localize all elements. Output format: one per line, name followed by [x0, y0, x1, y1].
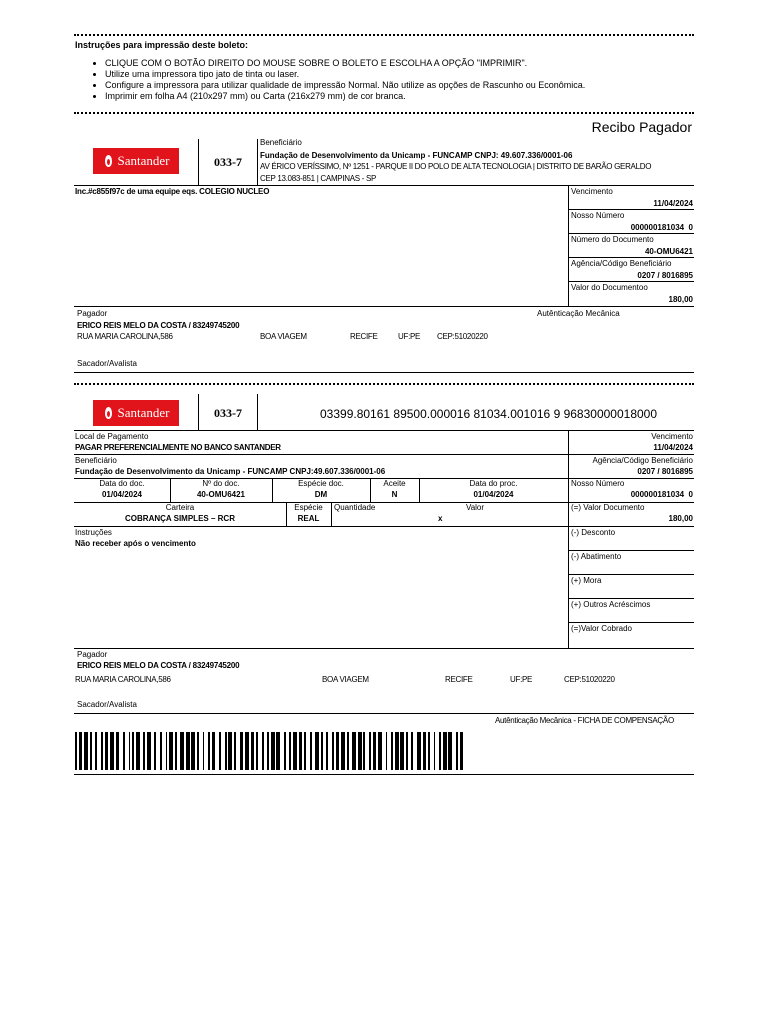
- aceite-value: N: [391, 490, 398, 499]
- data-proc-label: Data do proc.: [469, 479, 518, 488]
- nosso-numero-value: 000000181034 0: [630, 223, 693, 232]
- vencimento-value: 11/04/2024: [653, 199, 693, 208]
- abatimento-label: (-) Abatimento: [571, 552, 622, 561]
- agencia-label: Agência/Código Beneficiário: [592, 456, 693, 465]
- vencimento-label: Vencimento: [651, 432, 693, 441]
- divider: [568, 257, 694, 258]
- divider: [568, 281, 694, 282]
- divider: [331, 502, 332, 526]
- pagador-street: RUA MARIA CAROLINA,586: [77, 332, 173, 341]
- valor-documento-label: (=) Valor Documento: [571, 503, 645, 512]
- pagador-district: BOA VIAGEM: [322, 675, 369, 684]
- divider: [568, 598, 694, 599]
- especie-doc-value: DM: [314, 490, 328, 499]
- beneficiario-label: Beneficiário: [260, 138, 302, 147]
- beneficiario-city: CEP 13.083-851 | CAMPINAS - SP: [260, 174, 377, 183]
- divider: [257, 139, 258, 185]
- santander-logo: [93, 400, 179, 426]
- agencia-value: 0207 / 8016895: [637, 271, 693, 280]
- nosso-numero-label: Nosso Número: [571, 211, 625, 220]
- divider: [568, 185, 569, 306]
- divider: [568, 550, 694, 551]
- mora-label: (+) Mora: [571, 576, 602, 585]
- numero-documento-label: Número do Documento: [571, 235, 654, 244]
- pagador-city: RECIFE: [350, 332, 378, 341]
- valor-x: x: [438, 514, 443, 523]
- flame-icon: [103, 407, 114, 420]
- instrucoes-value: Não receber após o vencimento: [75, 539, 196, 548]
- autenticacao-label: Autênticação Mecânica - FICHA DE COMPENSAÇÃO: [495, 716, 674, 725]
- local-pagamento-label: Local de Pagamento: [75, 432, 149, 441]
- pagador-cep: CEP:51020220: [437, 332, 488, 341]
- receipt-title: Recibo Pagador: [591, 119, 692, 135]
- valor-value: 180,00: [668, 295, 693, 304]
- instructions-list: [75, 58, 695, 102]
- pagador-cep: CEP:51020220: [564, 675, 615, 684]
- carteira-value: COBRANÇA SIMPLES – RCR: [125, 514, 235, 523]
- cut-dashed-divider: [74, 112, 694, 114]
- sacador-label: Sacador/Avalista: [77, 359, 137, 368]
- santander-logo: [93, 148, 179, 174]
- pagador-label: Pagador: [77, 309, 108, 318]
- receipt-description: Inc.#c855f97c de uma equipe eqs. COLEGIO NUCLEO: [75, 187, 270, 196]
- pagador-uf: UF:PE: [398, 332, 421, 341]
- divider: [74, 774, 694, 775]
- divider: [74, 430, 694, 431]
- especie-doc-label: Espécie doc.: [298, 479, 344, 488]
- divider: [198, 139, 199, 185]
- vencimento-value: 11/04/2024: [653, 443, 693, 452]
- agencia-label: Agência/Código Beneficiário: [571, 259, 672, 268]
- beneficiario-address: AV ÉRICO VERÍSSIMO, Nº 1251 - PARQUE II DO POLO DE ALTA TECNOLOGIA | DISTRITO DE BARÃO GERALDO: [260, 162, 652, 171]
- outros-acrescimos-label: (+) Outros Acréscimos: [571, 600, 651, 609]
- especie-label: Espécie: [294, 503, 323, 512]
- pagador-name: ERICO REIS MELO DA COSTA / 83249745200: [77, 661, 240, 670]
- pagador-uf: UF:PE: [510, 675, 533, 684]
- divider: [74, 648, 694, 649]
- sacador-label: Sacador/Avalista: [77, 700, 137, 709]
- divider: [74, 372, 694, 373]
- instructions-title: Instruções para impressão deste boleto:: [75, 40, 249, 50]
- instrucoes-label: Instruções: [75, 528, 112, 537]
- divider: [568, 574, 694, 575]
- pagador-city: RECIFE: [445, 675, 473, 684]
- divider: [74, 306, 694, 307]
- aceite-label: Aceite: [383, 479, 406, 488]
- pagador-street: RUA MARIA CAROLINA,586: [75, 675, 171, 684]
- divider: [74, 526, 694, 527]
- nosso-numero-label: Nosso Número: [571, 479, 625, 488]
- instruction-item: • CLIQUE COM O BOTÃO DIREITO DO MOUSE SOBRE O BOLETO E ESCOLHA A OPÇÃO "IMPRIMIR".: [105, 58, 695, 69]
- numero-documento-value: 40-OMU6421: [644, 247, 693, 256]
- divider: [568, 209, 694, 210]
- divider: [568, 622, 694, 623]
- top-dashed-divider: [74, 34, 694, 36]
- bank-name: Santander: [117, 153, 170, 168]
- cut-dashed-divider: [74, 383, 694, 385]
- local-pagamento-value: PAGAR PREFERENCIALMENTE NO BANCO SANTANDER: [75, 443, 281, 452]
- desconto-label: (-) Desconto: [571, 528, 616, 537]
- data-doc-value: 01/04/2024: [101, 490, 143, 499]
- digitable-line[interactable]: 03399.80161 89500.000016 81034.001016 9 96830000018000: [320, 407, 658, 421]
- bank-code: 033-7: [214, 155, 242, 169]
- instruction-item: • Configure a impressora para utilizar qualidade de impressão Normal. Não utilize as opções de Rascunho ou Econômica.: [105, 80, 695, 91]
- autenticacao-label: Autênticação Mecânica: [537, 309, 620, 318]
- beneficiario-name: Fundação de Desenvolvimento da Unicamp - FUNCAMP CNPJ: 49.607.336/0001-06: [260, 151, 573, 160]
- bank-name: Santander: [117, 405, 170, 420]
- carteira-label: Carteira: [165, 503, 195, 512]
- barcode: [75, 732, 465, 770]
- flame-icon: [103, 155, 114, 168]
- beneficiario-value: Fundação de Desenvolvimento da Unicamp - FUNCAMP CNPJ:49.607.336/0001-06: [75, 467, 386, 476]
- valor-documento-value: 180,00: [668, 514, 693, 523]
- beneficiario-label: Beneficiário: [75, 456, 117, 465]
- pagador-district: BOA VIAGEM: [260, 332, 307, 341]
- pagador-label: Pagador: [77, 650, 108, 659]
- valor-cobrado-label: (=)Valor Cobrado: [571, 624, 632, 633]
- agencia-value: 0207 / 8016895: [637, 467, 693, 476]
- nosso-numero-value: 000000181034 0: [630, 490, 693, 499]
- divider: [257, 394, 258, 430]
- instruction-item: • Utilize uma impressora tipo jato de tinta ou laser.: [105, 69, 695, 80]
- data-proc-value: 01/04/2024: [473, 490, 514, 499]
- num-doc-label: Nº do doc.: [202, 479, 240, 488]
- divider: [74, 185, 694, 186]
- divider: [74, 713, 694, 714]
- pagador-name: ERICO REIS MELO DA COSTA / 83249745200: [77, 321, 240, 330]
- divider: [568, 430, 569, 648]
- divider: [74, 454, 694, 455]
- data-doc-label: Data do doc.: [99, 479, 145, 488]
- divider: [198, 394, 199, 430]
- especie-value: REAL: [297, 514, 320, 523]
- valor-label: Valor do Documentoo: [571, 283, 648, 292]
- num-doc-value: 40-OMU6421: [196, 490, 246, 499]
- bank-code: 033-7: [214, 406, 242, 420]
- instruction-item: • Imprimir em folha A4 (210x297 mm) ou Carta (216x279 mm) de cor branca.: [105, 91, 695, 102]
- valor-label: Valor: [465, 503, 485, 512]
- vencimento-label: Vencimento: [571, 187, 613, 196]
- quantidade-label: Quantidade: [334, 503, 376, 512]
- divider: [568, 233, 694, 234]
